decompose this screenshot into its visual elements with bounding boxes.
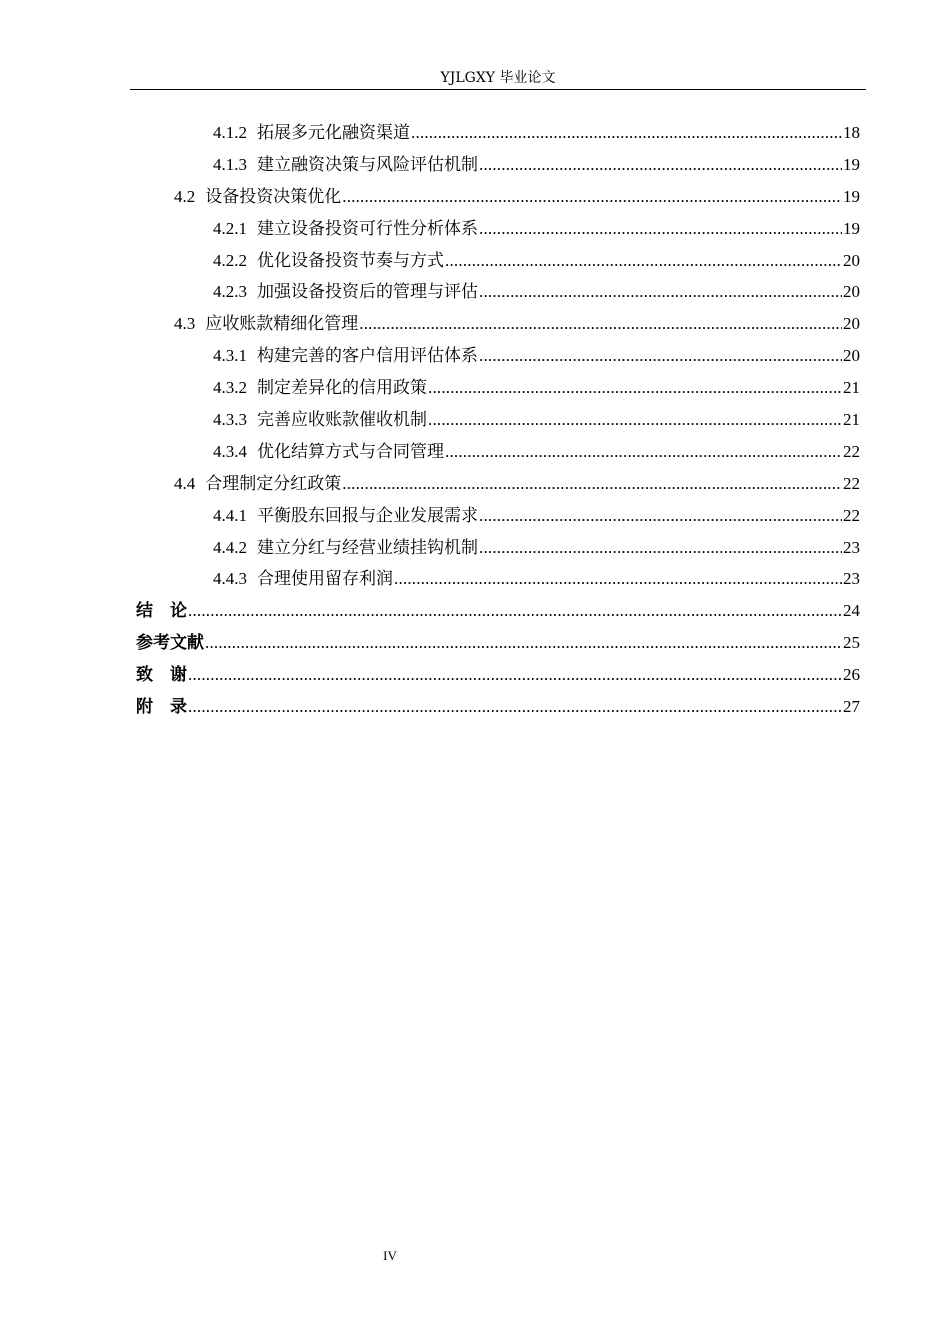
toc-entry-number: 4.1.3 — [213, 154, 247, 174]
toc-dot-leader — [479, 149, 842, 181]
toc-entry-page: 26 — [843, 665, 860, 685]
toc-entry-number: 4.2 — [174, 186, 196, 206]
toc-entry-page: 19 — [843, 186, 860, 206]
toc-entry-number: 4.3.2 — [213, 378, 247, 398]
toc-entry-page: 22 — [843, 441, 860, 461]
toc-entry-4-3-1[interactable] — [136, 340, 860, 372]
toc-entry-page: 23 — [843, 569, 860, 589]
toc-entry-title: 完善应收账款催收机制 — [257, 410, 427, 431]
toc-dot-leader — [445, 245, 842, 277]
toc-entry-number: 4.2.2 — [213, 250, 247, 270]
toc-entry-title: 加强设备投资后的管理与评估 — [257, 282, 478, 303]
toc-entry-number: 4.3.1 — [213, 346, 247, 366]
toc-entry-number: 4.3.4 — [213, 441, 247, 461]
toc-dot-leader — [445, 436, 842, 468]
toc-dot-leader — [394, 563, 842, 595]
toc-dot-leader — [342, 181, 842, 213]
toc-entry-4-2[interactable] — [136, 181, 860, 213]
toc-entry-number: 4.4.2 — [213, 537, 247, 557]
toc-entry-references[interactable] — [136, 627, 860, 659]
toc-entry-4-3-3[interactable] — [136, 404, 860, 436]
toc-entry-4-4-1[interactable] — [136, 500, 860, 532]
toc-entry-4-2-1[interactable] — [136, 213, 860, 245]
toc-entry-title: 设备投资决策优化 — [205, 186, 342, 207]
toc-entry-number: 4.3.3 — [213, 410, 247, 430]
toc-dot-leader — [188, 691, 842, 723]
toc-dot-leader — [479, 532, 842, 564]
toc-entry-title: 建立融资决策与风险评估机制 — [257, 154, 478, 175]
toc-dot-leader — [479, 213, 842, 245]
toc-entry-title: 构建完善的客户信用评估体系 — [257, 346, 478, 367]
toc-entry-title: 平衡股东回报与企业发展需求 — [257, 505, 478, 526]
toc-entry-4-4-2[interactable] — [136, 532, 860, 564]
toc-entry-4-2-2[interactable] — [136, 245, 860, 277]
toc-entry-page: 21 — [843, 378, 860, 398]
toc-dot-leader — [479, 276, 842, 308]
toc-entry-acknowledgements[interactable] — [136, 659, 860, 691]
toc-entry-title: 致 谢 — [136, 665, 187, 686]
toc-entry-page: 20 — [843, 314, 860, 334]
toc-entry-title: 合理制定分红政策 — [205, 473, 342, 494]
toc-entry-4-1-2[interactable] — [136, 117, 860, 149]
toc-entry-title: 结 论 — [136, 601, 187, 622]
toc-entry-4-2-3[interactable] — [136, 276, 860, 308]
toc-entry-4-3-4[interactable] — [136, 436, 860, 468]
toc-dot-leader — [479, 340, 842, 372]
toc-entry-4-3[interactable] — [136, 308, 860, 340]
toc-dot-leader — [411, 117, 842, 149]
toc-entry-number: 4.4.3 — [213, 569, 247, 589]
toc-entry-title: 制定差异化的信用政策 — [257, 378, 427, 399]
toc-entry-title: 合理使用留存利润 — [257, 569, 393, 590]
toc-dot-leader — [188, 659, 842, 691]
toc-entry-page: 23 — [843, 537, 860, 557]
toc-entry-title: 优化设备投资节奏与方式 — [257, 250, 444, 271]
toc-entry-page: 18 — [843, 123, 860, 142]
toc-dot-leader — [428, 372, 842, 404]
toc-entry-4-1-3[interactable] — [136, 149, 860, 181]
toc-entry-page: 25 — [843, 633, 860, 653]
toc-entry-page: 21 — [843, 410, 860, 430]
toc-entry-number: 4.2.3 — [213, 282, 247, 302]
toc-entry-page: 22 — [843, 473, 860, 493]
toc-entry-page: 19 — [843, 154, 860, 174]
toc-entry-title: 优化结算方式与合同管理 — [257, 441, 444, 462]
toc-entry-title: 拓展多元化融资渠道 — [257, 123, 410, 143]
page-number: IV — [383, 1248, 397, 1263]
toc-dot-leader — [359, 308, 842, 340]
toc-dot-leader — [428, 404, 842, 436]
toc-entry-title: 参考文献 — [136, 633, 204, 654]
toc-entry-page: 20 — [843, 282, 860, 302]
toc-entry-page: 22 — [843, 505, 860, 525]
toc-entry-appendix[interactable] — [136, 691, 860, 723]
toc-entry-page: 20 — [843, 346, 860, 366]
toc-dot-leader — [205, 627, 842, 659]
toc-entry-title: 建立分红与经营业绩挂钩机制 — [257, 537, 478, 558]
toc-entry-title: 附 录 — [136, 697, 187, 718]
toc-entry-page: 24 — [843, 601, 860, 621]
page-header: YJLGXY 毕业论文 — [440, 70, 556, 86]
header-rule — [130, 89, 866, 90]
toc-dot-leader — [188, 595, 842, 627]
table-of-contents — [136, 117, 860, 723]
toc-entry-number: 4.4 — [174, 473, 196, 493]
toc-entry-conclusion[interactable] — [136, 595, 860, 627]
toc-entry-title: 应收账款精细化管理 — [205, 314, 359, 335]
toc-entry-page: 19 — [843, 218, 860, 238]
toc-entry-number: 4.3 — [174, 314, 196, 334]
toc-entry-4-4-3[interactable] — [136, 563, 860, 595]
toc-entry-number: 4.4.1 — [213, 505, 247, 525]
toc-dot-leader — [479, 500, 842, 532]
toc-dot-leader — [342, 468, 842, 500]
toc-entry-number: 4.1.2 — [213, 123, 247, 142]
toc-entry-page: 20 — [843, 250, 860, 270]
toc-entry-page: 27 — [843, 697, 860, 717]
toc-entry-4-3-2[interactable] — [136, 372, 860, 404]
toc-entry-number: 4.2.1 — [213, 218, 247, 238]
toc-entry-4-4[interactable] — [136, 468, 860, 500]
toc-entry-title: 建立设备投资可行性分析体系 — [257, 218, 478, 239]
